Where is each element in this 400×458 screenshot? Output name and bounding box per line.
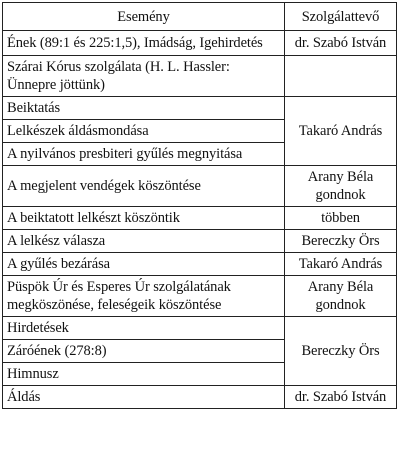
person-cell: Takaró András: [285, 253, 397, 276]
person-cell: Bereczky Örs: [285, 317, 397, 386]
event-cell: Ének (89:1 és 225:1,5), Imádság, Igehirdetés: [3, 31, 285, 56]
event-cell: [3, 276, 285, 317]
event-cell: Beiktatás: [3, 97, 285, 120]
event-cell: Hirdetések: [3, 317, 285, 340]
table-row: [3, 230, 397, 253]
person-cell: dr. Szabó István: [285, 31, 397, 56]
person-cell: [285, 166, 397, 207]
person-cell: Bereczky Örs: [285, 230, 397, 253]
event-cell: A beiktatott lelkészt köszöntik: [3, 207, 285, 230]
event-line: megköszönése, feleségeik köszöntése: [7, 297, 222, 313]
event-cell: Lelkészek áldásmondása: [3, 120, 285, 143]
event-line: Püspök Úr és Esperes Úr szolgálatának: [7, 279, 231, 295]
person-name: Arany Béla: [307, 279, 374, 295]
person-cell: [285, 276, 397, 317]
program-table: [2, 2, 397, 409]
program-table-page: [2, 2, 396, 454]
event-cell: Szárai Kórus szolgálata (H. L. Hassler: Ünnepre jöttünk): [3, 56, 285, 97]
event-cell: A nyilvános presbiteri gyűlés megnyitása: [3, 143, 285, 166]
table-row: [3, 207, 397, 230]
table-row: [3, 56, 397, 97]
header-person: Szolgálattevő: [285, 3, 397, 31]
header-event: Esemény: [3, 3, 285, 31]
person-cell: [285, 56, 397, 97]
event-cell: A gyűlés bezárása: [3, 253, 285, 276]
table-row: [3, 317, 397, 340]
table-row: [3, 31, 397, 56]
person-cell: dr. Szabó István: [285, 386, 397, 409]
table-row: [3, 253, 397, 276]
table-row: [3, 166, 397, 207]
event-cell: Áldás: [3, 386, 285, 409]
event-cell: Záróének (278:8): [3, 340, 285, 363]
table-row: [3, 386, 397, 409]
person-role: gondnok: [315, 297, 366, 313]
event-cell: A megjelent vendégek köszöntése: [3, 166, 285, 207]
header-row: [3, 3, 397, 31]
event-cell: Himnusz: [3, 363, 285, 386]
table-row: [3, 276, 397, 317]
person-cell: Takaró András: [285, 97, 397, 166]
person-name: Arany Béla: [307, 169, 374, 185]
table-row: [3, 97, 397, 120]
person-role: gondnok: [315, 187, 366, 203]
person-cell: többen: [285, 207, 397, 230]
event-cell: A lelkész válasza: [3, 230, 285, 253]
